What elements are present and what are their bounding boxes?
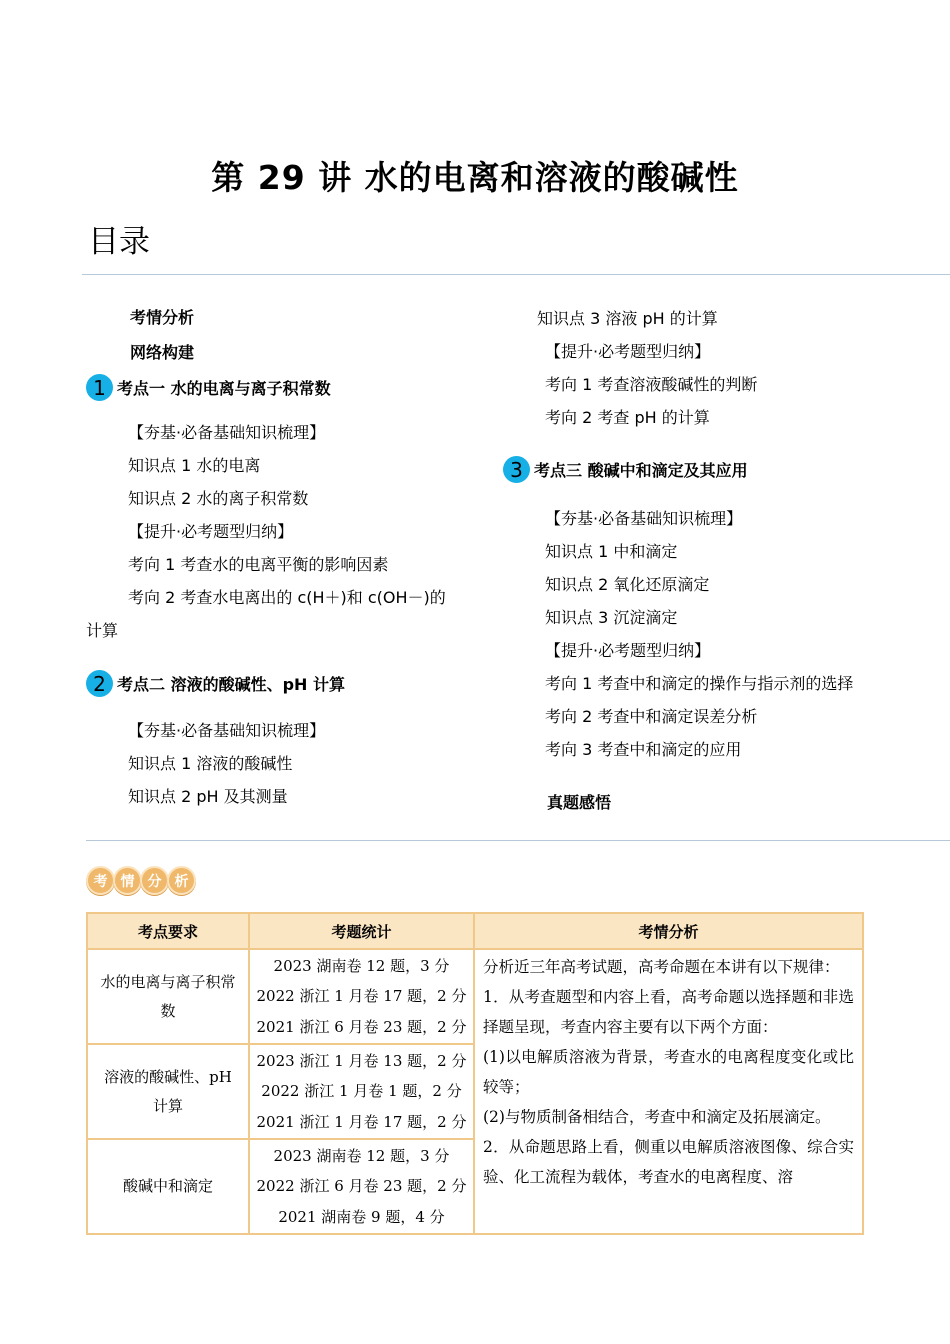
toc-section-1[interactable] [86,374,331,401]
toc-item[interactable]: 考向 1 考查中和滴定的操作与指示剂的选择 [545,674,854,693]
toc-item[interactable]: 知识点 1 水的电离 [128,456,261,475]
badge-char: 考 [86,866,115,895]
toc-item[interactable]: 考向 3 考查中和滴定的应用 [545,740,742,759]
exam-analysis-badge [86,866,194,895]
toc-section-2[interactable] [86,670,345,697]
number-1-icon: 1 [86,374,113,401]
stat-line: 2021 浙江 1 月卷 17 题，2 分 [256,1112,467,1131]
toc-item[interactable]: 【提升·必考题型归纳】 [545,641,711,660]
header-cell: 考题统计 [249,913,474,949]
stats-cell [249,1044,474,1139]
page-title: 第 29 讲 水的电离和溶液的酸碱性 [211,158,739,197]
stat-line: 2022 浙江 1 月卷 17 题，2 分 [256,987,467,1006]
table-row [87,949,863,1044]
toc-item[interactable]: 【提升·必考题型归纳】 [545,342,711,361]
toc-item[interactable]: 考向 1 考查溶液酸碱性的判断 [545,375,758,394]
number-2-icon: 2 [86,670,113,697]
topic-cell: 酸碱中和滴定 [87,1139,249,1234]
header-cell: 考点要求 [87,913,249,949]
stat-line: 2023 湖南卷 12 题，3 分 [273,956,450,975]
stat-line: 2023 湖南卷 12 题，3 分 [273,1146,450,1165]
toc-section-3[interactable] [503,456,748,483]
badge-char: 情 [113,866,142,895]
stat-line: 2023 浙江 1 月卷 13 题，2 分 [256,1051,467,1070]
toc-item[interactable]: 知识点 3 沉淀滴定 [545,608,678,627]
toc-item[interactable]: 【提升·必考题型归纳】 [128,522,294,541]
toc-real-exam[interactable]: 真题感悟 [547,793,612,812]
analysis-cell [474,949,863,1234]
toc-item[interactable]: 考向 2 考查中和滴定误差分析 [545,707,758,726]
stat-line: 2022 浙江 1 月卷 1 题，2 分 [261,1082,462,1101]
toc-item[interactable]: 考向 2 考查水电离出的 c(H＋)和 c(OH－)的 [128,588,446,607]
toc-heading: 目录 [88,224,150,260]
section-title: 考点二 溶液的酸碱性、pH 计算 [117,675,345,694]
stat-line: 2022 浙江 6 月卷 23 题，2 分 [256,1177,467,1196]
toc-item[interactable]: 【夯基·必备基础知识梳理】 [128,423,326,442]
toc-item[interactable]: 知识点 3 溶液 pH 的计算 [537,309,718,328]
toc-item[interactable]: 知识点 1 中和滴定 [545,542,678,561]
badge-char: 析 [167,866,196,895]
header-cell: 考情分析 [474,913,863,949]
topic-cell: 溶液的酸碱性、pH 计算 [87,1044,249,1139]
analysis-paragraph: 分析近三年高考试题，高考命题在本讲有以下规律： 1．从考查题型和内容上看，高考命题以选择题和非选择题呈现，考查内容主要有以下两个方面： (1)以电解质溶液为背景，考查水的电离程度变化或比较等； (2)与物质制备相结合，考查中和滴定及拓展滴定。 2．从命题思路上看，侧重以电解质溶液图像、综合实验、化工流程为载体，考查水的电离程度、溶 [483,958,854,1186]
toc-network[interactable]: 网络构建 [130,343,195,362]
toc-item[interactable]: 【夯基·必备基础知识梳理】 [545,509,743,528]
topic-cell: 水的电离与离子积常数 [87,949,249,1044]
badge-char: 分 [140,866,169,895]
table-header-row [87,913,863,949]
toc-exam-analysis[interactable]: 考情分析 [130,308,195,327]
analysis-text [483,952,854,1224]
divider [86,840,950,841]
toc-item[interactable]: 知识点 1 溶液的酸碱性 [128,754,293,773]
toc-item[interactable]: 知识点 2 水的离子积常数 [128,489,309,508]
toc-item-continued[interactable]: 计算 [86,621,119,640]
section-title: 考点三 酸碱中和滴定及其应用 [534,461,748,480]
section-title: 考点一 水的电离与离子积常数 [117,379,331,398]
toc-item[interactable]: 知识点 2 pH 及其测量 [128,787,288,806]
toc-item[interactable]: 考向 2 考查 pH 的计算 [545,408,710,427]
toc-item[interactable]: 知识点 2 氧化还原滴定 [545,575,710,594]
stats-cell [249,1139,474,1234]
toc-item[interactable]: 考向 1 考查水的电离平衡的影响因素 [128,555,389,574]
stats-cell [249,949,474,1044]
exam-analysis-table [86,912,864,1235]
stat-line: 2021 浙江 6 月卷 23 题，2 分 [256,1017,467,1036]
number-3-icon: 3 [503,456,530,483]
divider [82,274,950,275]
toc-item[interactable]: 【夯基·必备基础知识梳理】 [128,721,326,740]
stat-line: 2021 湖南卷 9 题，4 分 [278,1207,445,1226]
